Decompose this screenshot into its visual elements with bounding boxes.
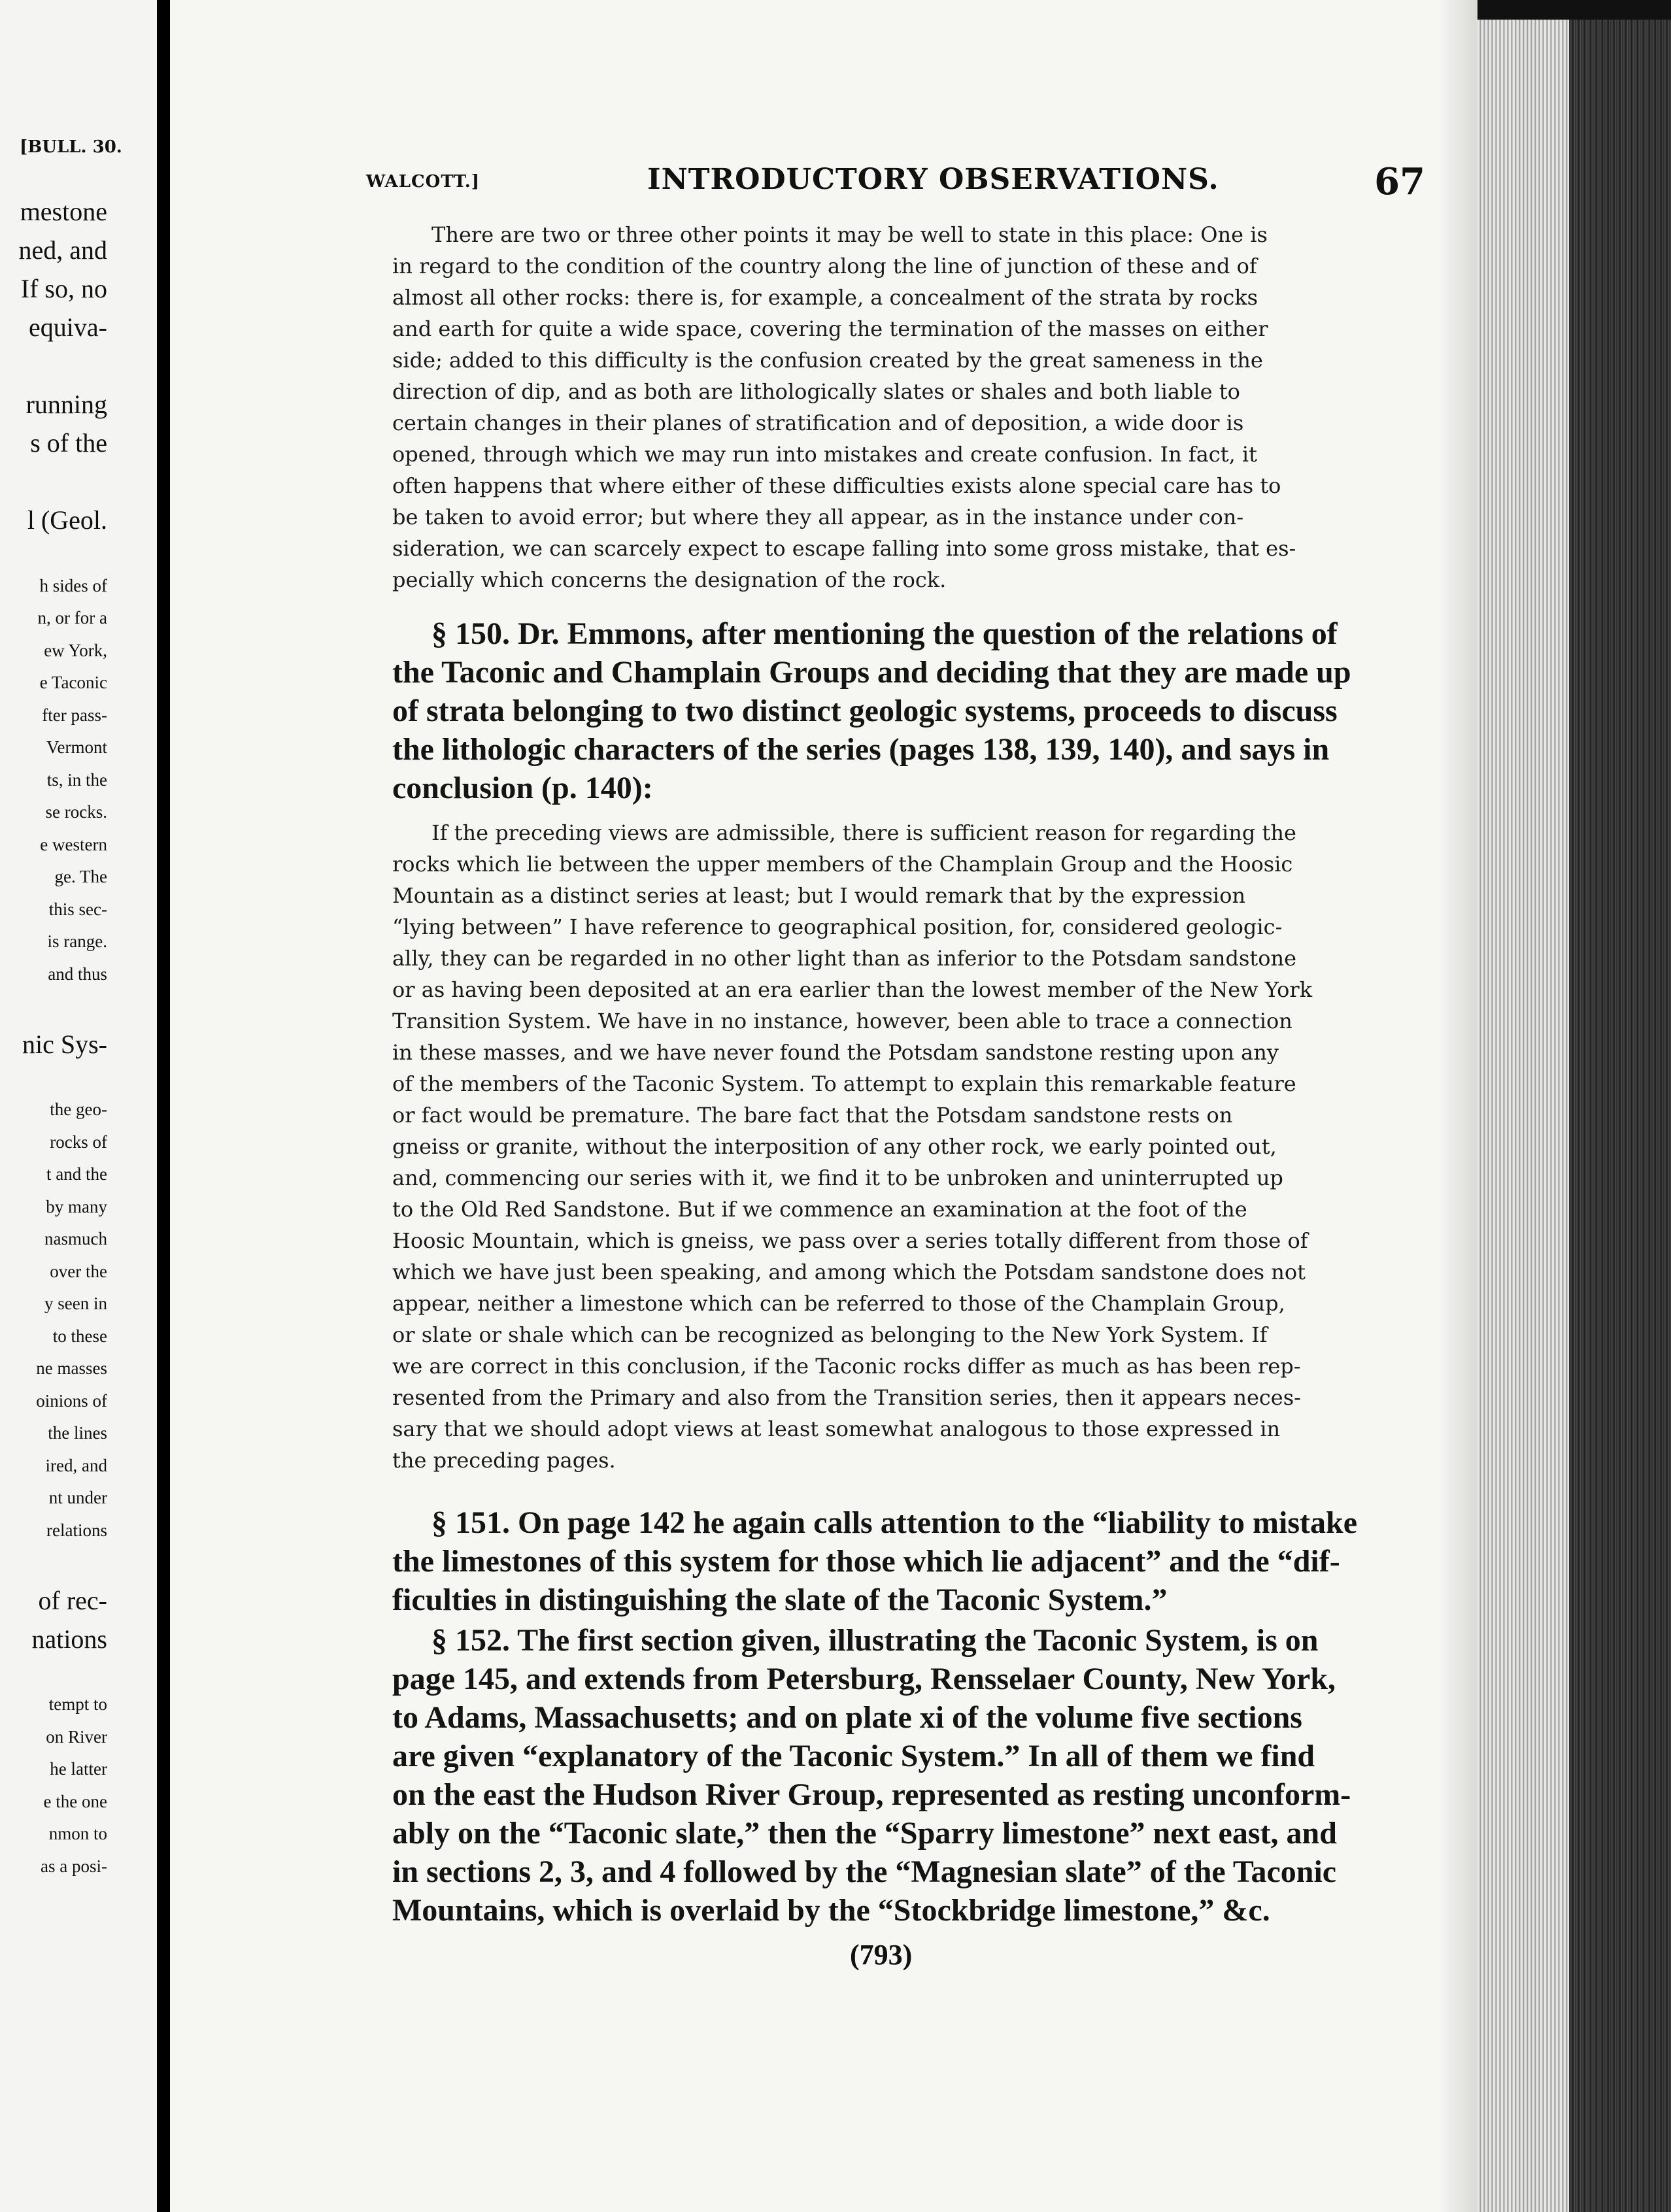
text-line: appear, neither a limestone which can be referred to those of the Champlain Group, xyxy=(392,1291,1285,1316)
text-line: side; added to this difficulty is the confusion created by the great sameness in the xyxy=(392,348,1263,373)
text-line: ally, they can be regarded in no other light than as inferior to the Potsdam sandstone xyxy=(392,946,1297,971)
text-line: in these masses, and we have never found the Potsdam sandstone resting upon any xyxy=(392,1040,1279,1065)
text-line: Hoosic Mountain, which is gneiss, we pass over a series totally different from those of xyxy=(392,1228,1308,1253)
text-line: the limestones of this system for those which lie adjacent” and the “dif- xyxy=(392,1544,1340,1579)
text-line: certain changes in their planes of stratification and of deposition, a wide door is xyxy=(392,411,1244,435)
left-page-line: running xyxy=(25,390,107,419)
paragraph-1 xyxy=(392,219,1412,595)
text-line: conclusion (p. 140): xyxy=(392,771,653,805)
text-line: almost all other rocks: there is, for example, a concealment of the strata by rocks xyxy=(392,285,1258,310)
text-line: direction of dip, and as both are lithologically slates or shales and both liable to xyxy=(392,379,1240,404)
book-top-edge xyxy=(1477,0,1671,20)
left-page-line: he latter xyxy=(50,1759,107,1779)
text-line: or fact would be premature. The bare fact that the Potsdam sandstone rests on xyxy=(392,1103,1233,1128)
text-line: the Taconic and Champlain Groups and deciding that they are made up xyxy=(392,655,1351,690)
left-page-line: is range. xyxy=(47,931,107,951)
running-head xyxy=(366,160,1425,212)
left-page-line: e Taconic xyxy=(39,673,107,692)
text-line: ficulties in distinguishing the slate of the Taconic System.” xyxy=(392,1583,1168,1617)
left-page-line: If so, no xyxy=(20,274,107,303)
book-gutter xyxy=(157,0,170,2212)
text-line: be taken to avoid error; but where they all appear, as in the instance under con- xyxy=(392,505,1244,529)
text-line: sary that we should adopt views at least somewhat analogous to those expressed in xyxy=(392,1416,1281,1441)
left-page-line: on River xyxy=(46,1726,107,1747)
left-page-line: the lines xyxy=(48,1423,107,1443)
text-line: page 145, and extends from Petersburg, Rensselaer County, New York, xyxy=(392,1662,1336,1696)
left-page-strip xyxy=(0,0,157,2212)
text-line: are given “explanatory of the Taconic System.” In all of them we find xyxy=(392,1739,1315,1773)
page-edge-shadow xyxy=(1438,0,1477,2212)
left-page-line: ired, and xyxy=(45,1455,107,1475)
left-page-line: tempt to xyxy=(48,1694,107,1714)
text-line: If the preceding views are admissible, there is sufficient reason for regarding the xyxy=(431,820,1296,845)
text-line: which we have just been speaking, and among which the Potsdam sandstone does not xyxy=(392,1260,1306,1284)
left-page-line: y seen in xyxy=(44,1294,107,1313)
text-line: pecially which concerns the designation of the rock. xyxy=(392,567,947,592)
left-page-line: nations xyxy=(31,1624,107,1654)
paragraph-4 xyxy=(392,1503,1419,1619)
paragraph-5 xyxy=(392,1621,1419,1930)
left-page-line: e western xyxy=(40,834,107,854)
left-page-line: this sec- xyxy=(48,899,107,919)
text-line: Transition System. We have in no instance, however, been able to trace a connection xyxy=(392,1009,1292,1033)
text-line: and, commencing our series with it, we find it to be unbroken and uninterrupted up xyxy=(392,1165,1283,1190)
paragraph-2 xyxy=(392,614,1419,807)
text-line: sideration, we can scarcely expect to escape falling into some gross mistake, that es- xyxy=(392,536,1296,561)
left-page-line: oinions of xyxy=(36,1390,107,1411)
text-line: in sections 2, 3, and 4 followed by the “Magnesian slate” of the Taconic xyxy=(392,1854,1337,1889)
text-line: “lying between” I have reference to geographical position, for, considered geologic- xyxy=(392,914,1283,939)
text-line: often happens that where either of these difficulties exists alone special care has to xyxy=(392,473,1281,498)
left-page-line: over the xyxy=(50,1261,107,1281)
left-page-line: t and the xyxy=(46,1164,107,1184)
left-page-line: mestone xyxy=(20,197,107,226)
running-head-title: INTRODUCTORY OBSERVATIONS. xyxy=(647,163,1219,196)
left-page-line: h sides of xyxy=(39,575,107,595)
text-line: rocks which lie between the upper members of the Champlain Group and the Hoosic xyxy=(392,852,1293,877)
left-page-line: of rec- xyxy=(38,1585,107,1615)
left-page-line: se rocks. xyxy=(45,802,107,822)
text-line: opened, through which we may run into mistakes and create confusion. In fact, it xyxy=(392,442,1257,467)
text-line: to the Old Red Sandstone. But if we commence an examination at the foot of the xyxy=(392,1197,1247,1222)
left-page-line: nic Sys- xyxy=(22,1029,107,1059)
text-line: and earth for quite a wide space, covering the termination of the masses on either xyxy=(392,316,1268,341)
text-line: to Adams, Massachusetts; and on plate xi of the volume five sections xyxy=(392,1700,1302,1735)
text-line: we are correct in this conclusion, if the Taconic rocks differ as much as has been rep- xyxy=(392,1354,1301,1379)
text-line: There are two or three other points it may be well to state in this place: One is xyxy=(431,222,1268,247)
text-line: gneiss or granite, without the interposition of any other rock, we early pointed out, xyxy=(392,1134,1277,1159)
left-page-line: ge. The xyxy=(54,867,107,886)
left-page-line: n, or for a xyxy=(37,608,107,628)
text-line: § 150. Dr. Emmons, after mentioning the question of the relations of xyxy=(431,616,1338,651)
left-page-line: equiva- xyxy=(29,312,107,342)
main-page xyxy=(170,0,1445,2212)
book-cover-edge xyxy=(1569,0,1671,2212)
left-page-line: rocks of xyxy=(50,1131,107,1152)
text-line: in regard to the condition of the country along the line of junction of these and of xyxy=(392,254,1257,278)
left-facing-page xyxy=(0,0,157,2212)
left-page-line: the geo- xyxy=(50,1099,107,1119)
left-page-line: to these xyxy=(52,1326,107,1346)
left-page-line: nmon to xyxy=(48,1824,107,1843)
left-page-line: ew York, xyxy=(44,640,107,660)
running-head-author: WALCOTT.] xyxy=(366,172,481,192)
left-page-header: [BULL. 30. xyxy=(20,137,122,157)
left-page-line: fter pass- xyxy=(42,705,107,725)
text-line: Mountain as a distinct series at least; but I would remark that by the expression xyxy=(392,883,1246,908)
text-line: of strata belonging to two distinct geologic systems, proceeds to discuss xyxy=(392,694,1338,728)
left-page-line: ts, in the xyxy=(46,769,107,790)
text-line: on the east the Hudson River Group, represented as resting unconform- xyxy=(392,1777,1351,1812)
text-line: or slate or shale which can be recognized as belonging to the New York System. If xyxy=(392,1322,1268,1347)
left-page-line: and thus xyxy=(48,964,107,984)
text-line: the preceding pages. xyxy=(392,1448,616,1473)
text-line: resented from the Primary and also from the Transition series, then it appears neces- xyxy=(392,1385,1301,1410)
left-page-line: relations xyxy=(46,1520,107,1540)
text-line: ably on the “Taconic slate,” then the “Sparry limestone” next east, and xyxy=(392,1816,1337,1851)
left-page-line: nasmuch xyxy=(44,1229,107,1248)
left-page-line: ne masses xyxy=(36,1358,107,1378)
text-line: the lithologic characters of the series (pages 138, 139, 140), and says in xyxy=(392,732,1330,767)
text-line: or as having been deposited at an era earlier than the lowest member of the New York xyxy=(392,977,1313,1002)
left-page-line: e the one xyxy=(43,1791,107,1811)
left-page-line: s of the xyxy=(30,428,107,458)
left-page-line: Vermont xyxy=(46,737,107,757)
left-page-line: by many xyxy=(46,1196,107,1216)
left-page-line: l (Geol. xyxy=(27,505,107,535)
page-number: 67 xyxy=(1374,160,1425,203)
text-line: Mountains, which is overlaid by the “Stockbridge limestone,” &c. xyxy=(392,1893,1270,1928)
left-page-line: as a posi- xyxy=(41,1856,107,1876)
paragraph-3 xyxy=(392,817,1412,1476)
left-page-line: nt under xyxy=(48,1488,107,1507)
left-page-line: ned, and xyxy=(18,235,107,265)
text-line: of the members of the Taconic System. To attempt to explain this remarkable feature xyxy=(392,1071,1296,1096)
footer-page-reference: (793) xyxy=(850,1939,913,1971)
text-line: § 152. The first section given, illustrating the Taconic System, is on xyxy=(431,1623,1319,1658)
text-line: § 151. On page 142 he again calls attention to the “liability to mistake xyxy=(431,1505,1357,1540)
